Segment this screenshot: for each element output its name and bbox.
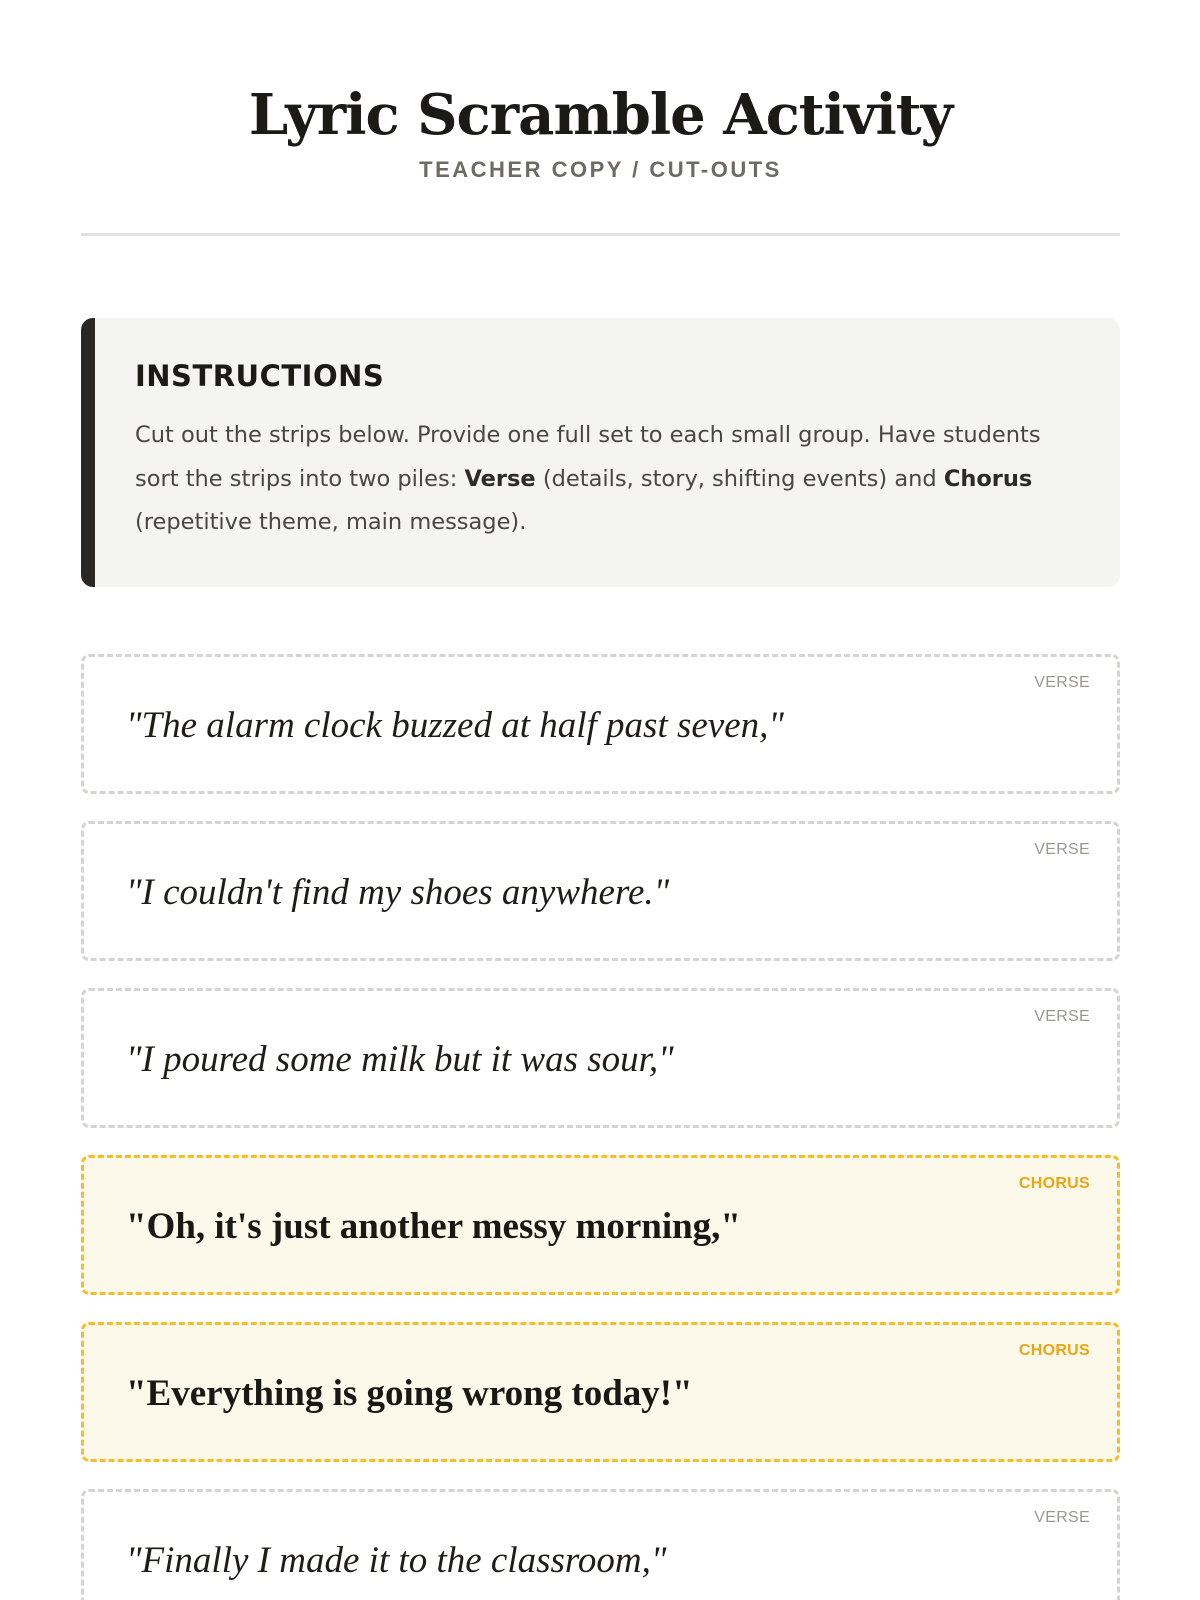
strip-type-label: CHORUS	[1018, 1342, 1090, 1359]
page-subtitle: TEACHER COPY / CUT-OUTS	[419, 157, 782, 182]
strip-type-label: VERSE	[1034, 1509, 1090, 1526]
header-divider	[81, 233, 1120, 236]
page-title: Lyric Scramble Activity	[248, 82, 953, 148]
lyric-text: "Finally I made it to the classroom,"	[126, 1540, 667, 1581]
strip-type-label: VERSE	[1034, 1008, 1090, 1025]
instructions-heading: INSTRUCTIONS	[135, 359, 385, 393]
lyric-strip	[81, 1489, 1120, 1600]
strip-type-label: CHORUS	[1018, 1175, 1090, 1192]
lyric-text: "I couldn't find my shoes anywhere."	[126, 872, 670, 913]
strip-type-label: VERSE	[1034, 841, 1090, 858]
instructions-box	[81, 318, 1120, 587]
lyric-strip	[81, 1322, 1120, 1462]
lyric-text: "Everything is going wrong today!"	[126, 1373, 693, 1414]
lyric-text: "The alarm clock buzzed at half past seven,"	[126, 705, 784, 746]
lyric-strip	[81, 1155, 1120, 1295]
strip-type-label: VERSE	[1034, 674, 1090, 691]
instructions-text	[135, 414, 1082, 545]
lyric-strip	[81, 821, 1120, 961]
lyric-strip	[81, 988, 1120, 1128]
lyric-strip	[81, 654, 1120, 794]
lyric-text: "I poured some milk but it was sour,"	[126, 1039, 674, 1080]
verse-term: Verse	[464, 465, 536, 492]
instructions-text-part: Cut out the strips below. Provide one full set to each small group. Have students sort the strips into two piles:	[135, 422, 1041, 492]
worksheet-page	[81, 0, 1120, 1600]
instructions-text-part: (details, story, shifting events) and	[535, 465, 944, 492]
worksheet-header	[81, 78, 1120, 184]
instructions-text-part: (repetitive theme, main message).	[135, 509, 527, 535]
chorus-term: Chorus	[943, 465, 1033, 492]
lyric-text: "Oh, it's just another messy morning,"	[126, 1206, 741, 1247]
